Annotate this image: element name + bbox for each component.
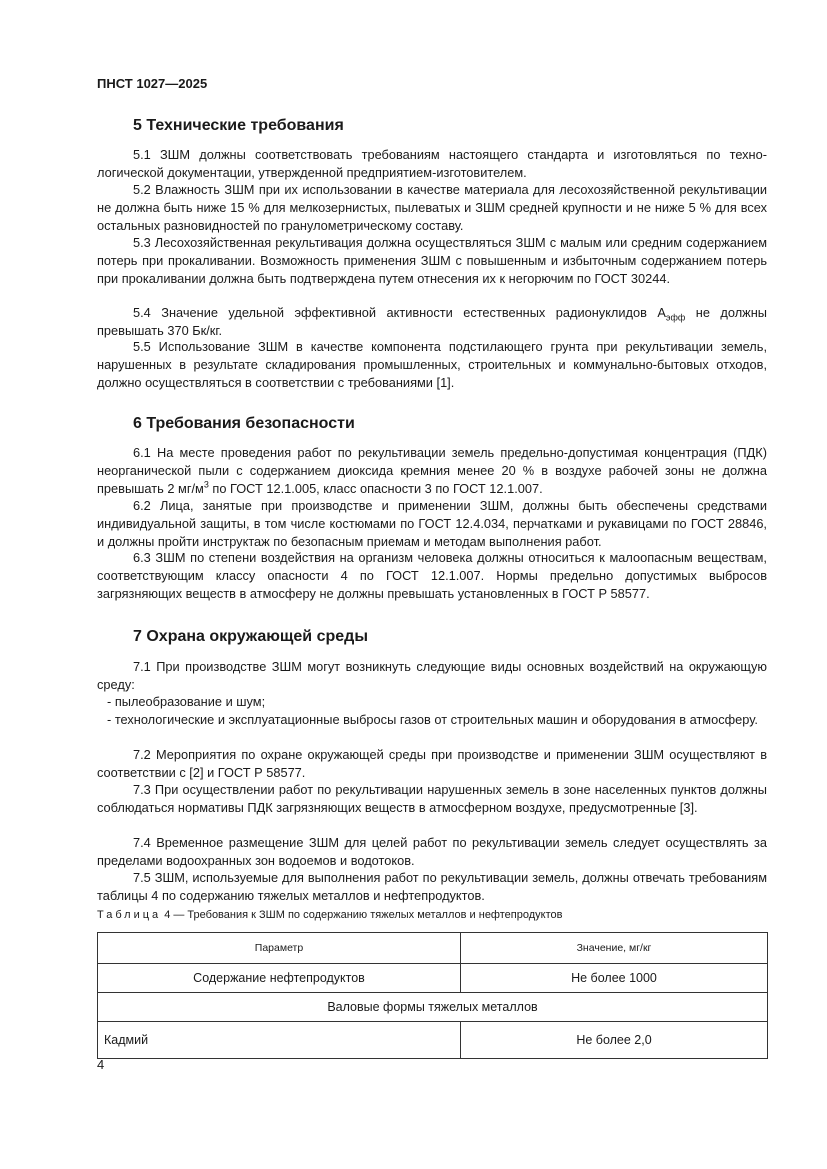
cell-group: Валовые формы тяжелых металлов (98, 993, 768, 1022)
paragraph-7-2: 7.2 Мероприятия по охране окружающей среды при производстве и применении ЗШМ осуществляют в соответствии с [2] и ГОСТ Р 58577. (97, 747, 767, 781)
paragraph-6-3: 6.3 ЗШМ по степени воздействия на организм человека должны относиться к малоопасным веществам, соответствующим классу опасности 4 по ГОСТ 12.1.007. Нормы предельно допустимых выбросов загрязняющих веществ в атмосферу не должны превышать установленных в ГОСТ Р 58577. (97, 550, 767, 602)
page-number: 4 (97, 1057, 105, 1072)
table-row (98, 1022, 768, 1059)
table-row (98, 964, 768, 993)
section-6-heading: 6 Требования безопасности (133, 415, 355, 432)
document-code: ПНСТ 1027—2025 (97, 76, 208, 91)
paragraph-6-1: 6.1 На месте проведения работ по рекультивации земель предельно-допустимая концентрация (ПДК) неорганической пыли с содержанием диоксида кремния менее 20 % в воздухе рабочей зоны не должна превышать 2 $мг/м^3$ по ГОСТ 12.1.005, класс опасности 3 по ГОСТ 12.1.007. (97, 445, 767, 497)
cell-parameter: Кадмий (98, 1022, 461, 1059)
cell-value: Не более 2,0 (461, 1022, 768, 1059)
section-7-heading: 7 Охрана окружающей среды (133, 628, 368, 645)
paragraph-6-2: 6.2 Лица, занятые при производстве и применении ЗШМ, должны быть обеспечены средствами индивидуальной защиты, в том числе костюмами по ГОСТ 12.4.034, перчатками и рукавицами по ГОСТ 28846, и должны пройти инструктаж по безопасным приемам и методам выполнения работ. (97, 498, 767, 550)
paragraph-7-3: 7.3 При осуществлении работ по рекультивации нарушенных земель в зоне населенных пунктов должны соблюдаться нормативы ПДК загрязняющих веществ в атмосферном воздухе, предусмотренные [3]. (97, 782, 767, 816)
table-group-row (98, 993, 768, 1022)
paragraph-5-5: 5.5 Использование ЗШМ в качестве компонента подстилающего грунта при рекультивации земель, нарушенных в результате складирования промышленных, строительных и коммунально-бытовых отходов, должно осуществляться в соответствии с требованиями [1]. (97, 339, 767, 391)
table-caption: Таблица 4 — Требования к ЗШМ по содержанию тяжелых металлов и нефтепродуктов (97, 909, 563, 921)
table-header-row (98, 933, 768, 964)
header-parameter: Параметр (98, 933, 461, 964)
cell-parameter: Содержание нефтепродуктов (98, 964, 461, 993)
section-5-heading: 5 Технические требования (133, 117, 344, 134)
paragraph-5-4: 5.4 Значение удельной эффективной активности естественных радионуклидов $А_{эфф}$ не должны превышать 370 Бк/кг. (97, 305, 767, 339)
paragraph-7-1: 7.1 При производстве ЗШМ могут возникнуть следующие виды основных воздействий на окружающую среду: (97, 659, 767, 693)
header-value: Значение, мг/кг (461, 933, 768, 964)
paragraph-7-4: 7.4 Временное размещение ЗШМ для целей работ по рекультивации земель следует осуществлять за пределами водоохранных зон водоемов и водотоков. (97, 835, 767, 869)
paragraph-5-3: 5.3 Лесохозяйственная рекультивация должна осуществляться ЗШМ с малым или средним содержанием потерь при прокаливании. Возможность применения ЗШМ с повышенным и избыточным содержанием потерь при прокаливании должна быть подтверждена путем отнесения их к негорючим по ГОСТ 30244. (97, 235, 767, 287)
table-4 (97, 932, 768, 1059)
paragraph-5-2: 5.2 Влажность ЗШМ при их использовании в качестве материала для лесохозяйственной рекультивации не должна быть ниже 15 % для мелкозернистых, пылеватых и ЗШМ средней крупности и не ниже 5 % для всех остальных разновидностей по гранулометрическому составу. (97, 182, 767, 234)
list-item-2: - технологические и эксплуатационные выбросы газов от строительных машин и оборудования в атмосферу. (107, 712, 758, 727)
cell-value: Не более 1000 (461, 964, 768, 993)
paragraph-5-1: 5.1 ЗШМ должны соответствовать требованиям настоящего стандарта и изготовляться по технологической документации, утвержденной предприятием-изготовителем. (97, 147, 767, 181)
list-item-1: - пылеобразование и шум; (107, 694, 266, 709)
paragraph-7-5: 7.5 ЗШМ, используемые для выполнения работ по рекультивации земель, должны отвечать требованиям таблицы 4 по содержанию тяжелых металлов и нефтепродуктов. (97, 870, 767, 904)
